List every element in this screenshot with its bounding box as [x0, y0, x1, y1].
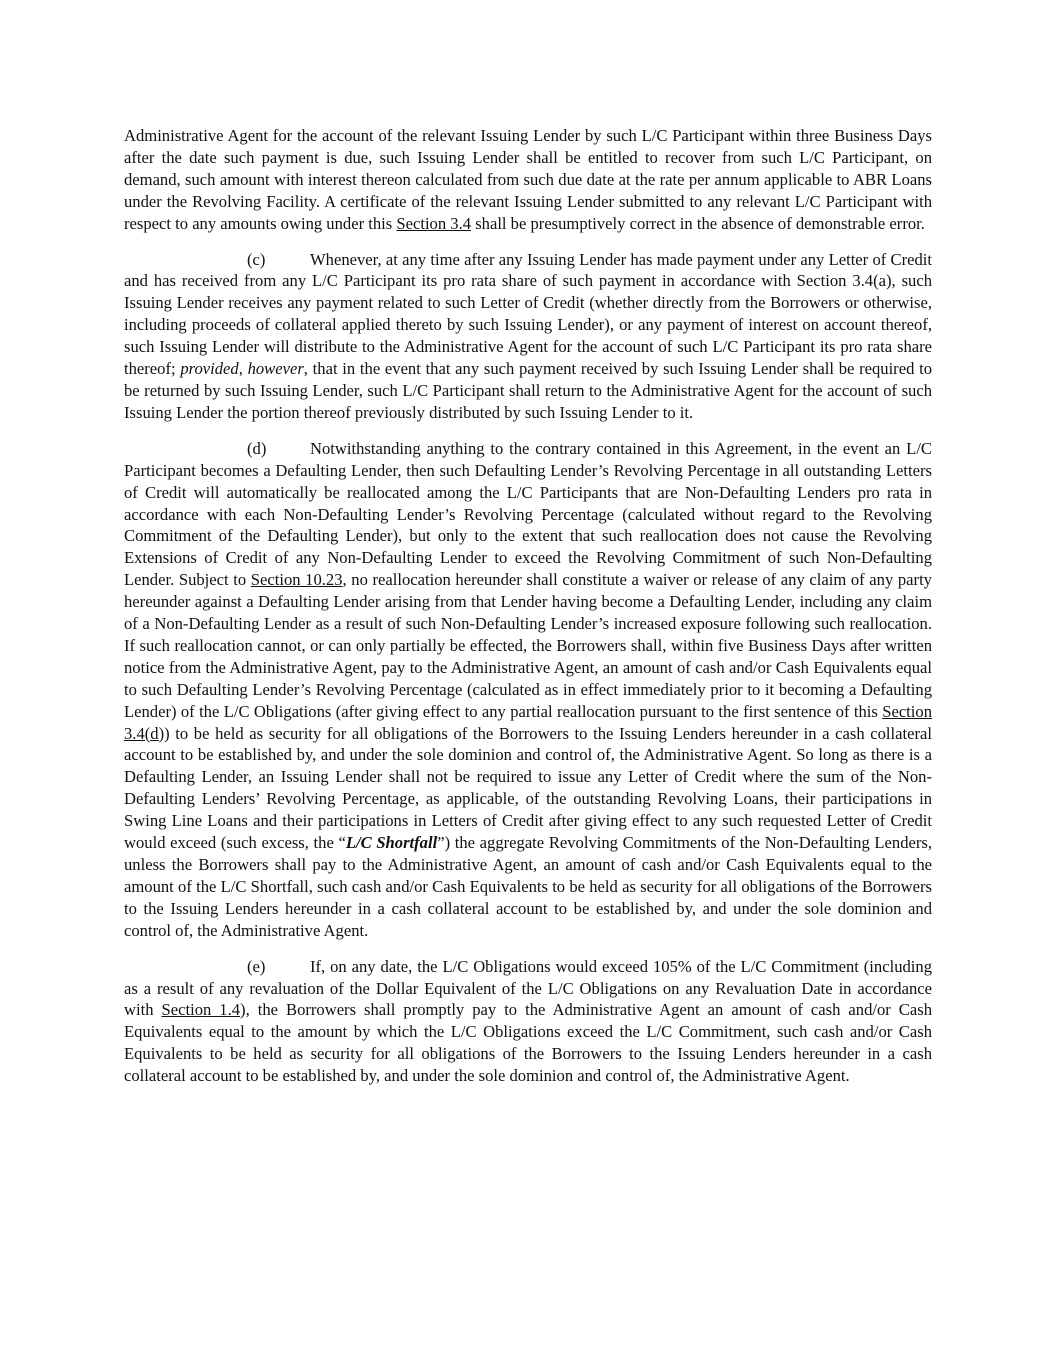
document-page [124, 125, 932, 1101]
paragraph-text: Notwithstanding anything to the contrary contained in this Agreement, in the event an L/C Participant becomes a Defaulting Lender, then such Defaulting Lender’s Revolving Percentage in all outstanding Letters of Credit will automatically be reallocated among the L/C Participants that are Non-Defaulting Lenders pro rata in accordance with each Non-Defaulting Lender’s Revolving Percentage (calculated without regard to the Revolving Commitment of the Defaulting Lender), but only to the extent that such reallocation does not cause the Revolving Extensions of Credit of any Non-Defaulting Lender to exceed the Revolving Commitment of such Non-Defaulting Lender. Subject to [124, 438, 932, 590]
paragraph-text: ), the Borrowers shall promptly pay to the Administrative Agent an amount of cash and/or Cash Equivalents equal to the amount by which the L/C Obligations exceed the L/C Commitment, such cash and/or Cash Equivalents to be held as security for all obligations of the Borrowers to the Issuing Lenders hereunder in a cash collateral account to be established by, and under the sole dominion and control of, the Administrative Agent. [124, 1000, 932, 1086]
section-reference: Section 1.4 [161, 1000, 241, 1020]
paragraph-text: ”) the aggregate Revolving Commitments of the Non-Defaulting Lenders, unless the Borrowers shall pay to the Administrative Agent, an amount of cash and/or Cash Equivalents equal to the amount of the L/C Shortfall, such cash and/or Cash Equivalents to be held as security for all obligations of the Borrowers to the Issuing Lenders hereunder in a cash collateral account to be established by, and under the sole dominion and control of, the Administrative Agent. [124, 833, 933, 940]
paragraph-e [124, 956, 932, 1087]
italic-term: provided [180, 359, 239, 379]
italic-term: however [247, 359, 304, 379]
paragraph-text: , [238, 359, 248, 379]
paragraph-label: (e) [247, 956, 266, 976]
paragraph-label: (d) [247, 438, 267, 458]
section-reference: Section 3.4 [396, 213, 472, 233]
paragraph-text: Administrative Agent for the account of the relevant Issuing Lender by such L/C Participant within three Business Days after the date such payment is due, such Issuing Lender shall be entitled to recover from such L/C Participant, on demand, such amount with interest thereon calculated from such due date at the rate per annum applicable to ABR Loans under the Revolving Facility. A certificate of the relevant Issuing Lender submitted to any relevant L/C Participant with respect to any amounts owing under this [124, 126, 932, 233]
section-reference: Section 10.23 [250, 570, 343, 590]
paragraph-c [124, 249, 932, 424]
paragraph-text: If, on any date, the L/C Obligations would exceed 105% of the L/C Commitment (including as a result of any revaluation of the Dollar Equivalent of the L/C Obligations on any Revaluation Date in accordance with [124, 956, 932, 1020]
paragraph-text: , no reallocation hereunder shall constitute a waiver or release of any claim of any party hereunder against a Defaulting Lender arising from that Lender having become a Defaulting Lender, including any claim of a Non-Defaulting Lender as a result of such Non-Defaulting Lender’s increased exposure following such reallocation. If such reallocation cannot, or can only partially be effected, the Borrowers shall, within five Business Days after written notice from the Administrative Agent, pay to the Administrative Agent, an amount of cash and/or Cash Equivalents equal to such Defaulting Lender’s Revolving Percentage (calculated as in effect immediately prior to it becoming a Defaulting Lender) of the L/C Obligations (after giving effect to any partial reallocation pursuant to the first sentence of this [124, 570, 932, 721]
paragraph-text: ) to be held as security for all obligations of the Borrowers to the Issuing Lenders hereunder in a cash collateral account to be established by, and under the sole dominion and control of, the Administrative Agent. So long as there is a Defaulting Lender, an Issuing Lender shall not be required to issue any Letter of Credit where the sum of the Non-Defaulting Lenders’ Revolving Percentage, as applicable, of the outstanding Revolving Loans, their participations in Swing Line Loans and their participations in Letters of Credit after giving effect to any such requested Letter of Credit would exceed (such excess, the “ [124, 723, 932, 853]
defined-term: L/C Shortfall [345, 833, 438, 853]
section-reference: Section 3.4(d) [124, 701, 932, 743]
paragraph-text: Whenever, at any time after any Issuing Lender has made payment under any Letter of Credit and has received from any L/C Participant its pro rata share of such payment in accordance with Section 3.4(a), such Issuing Lender receives any payment related to such Letter of Credit (whether directly from the Borrowers or otherwise, including proceeds of collateral applied thereto by such Issuing Lender), or any payment of interest on account thereof, such Issuing Lender will distribute to the Administrative Agent for the account of such L/C Participant its pro rata share thereof; [124, 249, 932, 379]
paragraph-text: , that in the event that any such payment received by such Issuing Lender shall be required to be returned by such Issuing Lender, such L/C Participant shall return to the Administrative Agent for the account of such Issuing Lender the portion thereof previously distributed by such Issuing Lender to it. [124, 359, 932, 422]
paragraph-text: shall be presumptively correct in the absence of demonstrable error. [471, 213, 925, 233]
paragraph-continuation [124, 125, 932, 235]
paragraph-d [124, 438, 932, 942]
paragraph-label: (c) [247, 249, 266, 269]
